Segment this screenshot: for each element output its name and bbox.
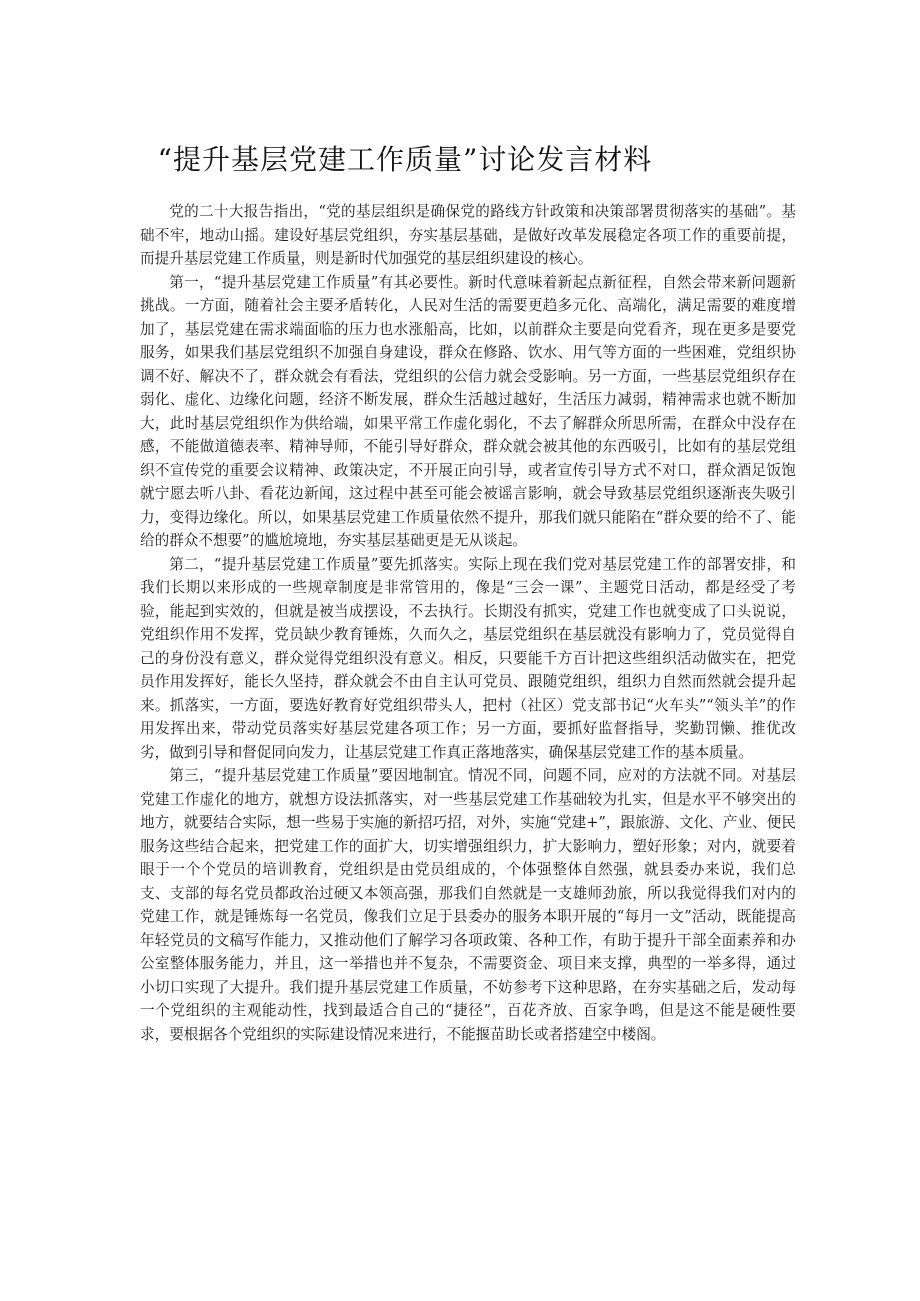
paragraph-first-point: 第一，“提升基层党建工作质量”有其必要性。新时代意味着新起点新征程，自然会带来新问题新挑战。一方面，随着社会主要矛盾转化，人民对生活的需要更趋多元化、高端化，满足需要的难度增加了，基层党建在需求端面临的压力也水涨船高，比如，以前群众主要是向党看齐，现在更多是要党服务，如果我们基层党组织不加强自身建设，群众在修路、饮水、用气等方面的一些困难，党组织协调不好、解决不了，群众就会有看法，党组织的公信力就会受影响。另一方面，一些基层党组织存在弱化、虚化、边缘化问题，经济不断发展，群众生活越过越好，生活压力减弱，精神需求也就不断加大，此时基层党组织作为供给端，如果平常工作虚化弱化，不去了解群众所思所需，在群众中没存在感，不能做道德表率、精神导师，不能引导好群众，群众就会被其他的东西吸引，比如有的基层党组织不宣传党的重要会议精神、政策决定，不开展正向引导，或者宣传引导方式不对口，群众酒足饭饱就宁愿去听八卦、看花边新闻，这过程中甚至可能会被谣言影响，就会导致基层党组织逐渐丧失吸引力，变得边缘化。所以，如果基层党建工作质量依然不提升，那我们就只能陷在“群众要的给不了、能给的群众不想要”的尴尬境地，夯实基层基础更是无从谈起。 <box>140 273 796 549</box>
document-body <box>140 200 796 1046</box>
paragraph-intro: 党的二十大报告指出，“党的基层组织是确保党的路线方针政策和决策部署贯彻落实的基础”。基础不牢，地动山摇。建设好基层党组织，夯实基层基础，是做好改革发展稳定各项工作的重要前提，而提升基层党建工作质量，则是新时代加强党的基层组织建设的核心。 <box>140 203 796 267</box>
paragraph-second-point: 第二，“提升基层党建工作质量”要先抓落实。实际上现在我们党对基层党建工作的部署安排，和我们长期以来形成的一些规章制度是非常管用的，像是“三会一课”、主题党日活动，都是经受了考验，能起到实效的，但就是被当成摆设，不去执行。长期没有抓实，党建工作也就变成了口头说说，党组织作用不发挥，党员缺少教育锤炼，久而久之，基层党组织在基层就没有影响力了，党员觉得自己的身份没有意义，群众觉得党组织没有意义。相反，只要能千方百计把这些组织活动做实在，把党员作用发挥好，能长久坚持，群众就会不由自主认可党员、跟随党组织，组织力自然而然就会提升起来。抓落实，一方面，要选好教育好党组织带头人，把村（社区）党支部书记“火车头”“领头羊”的作用发挥出来，带动党员落实好基层党建各项工作；另一方面，要抓好监督指导，奖勤罚懒、推优改劣，做到引导和督促同向发力，让基层党建工作真正落地落实，确保基层党建工作的基本质量。 <box>140 555 796 761</box>
document-title: “提升基层党建工作质量”讨论发言材料 <box>157 143 653 176</box>
paragraph-third-point: 第三，“提升基层党建工作质量”要因地制宜。情况不同，问题不同，应对的方法就不同。对基层党建工作虚化的地方，就想方设法抓落实，对一些基层党建工作基础较为扎实，但是水平不够突出的地方，就要结合实际，想一些易于实施的新招巧招，对外，实施“党建+”，跟旅游、文化、产业、便民服务这些结合起来，把党建工作的面扩大，切实增强组织力，扩大影响力，塑好形象；对内，就要着眼于一个个党员的培训教育，党组织是由党员组成的，个体强整体自然强，就县委办来说，我们总支、支部的每名党员都政治过硬又本领高强，那我们自然就是一支雄师劲旅，所以我觉得我们对内的党建工作，就是锤炼每一名党员，像我们立足于县委办的服务本职开展的“每月一文”活动，既能提高年轻党员的文稿写作能力，又推动他们了解学习各项政策、各种工作，有助于提升干部全面素养和办公室整体服务能力，并且，这一举措也并不复杂，不需要资金、项目来支撑，典型的一举多得，通过小切口实现了大提升。我们提升基层党建工作质量，不妨参考下这种思路，在夯实基础之后，发动每一个党组织的主观能动性，找到最适合自己的“捷径”，百花齐放、百家争鸣，但是这不能是硬性要求，要根据各个党组织的实际建设情况来进行，不能揠苗助长或者搭建空中楼阁。 <box>140 767 796 1043</box>
